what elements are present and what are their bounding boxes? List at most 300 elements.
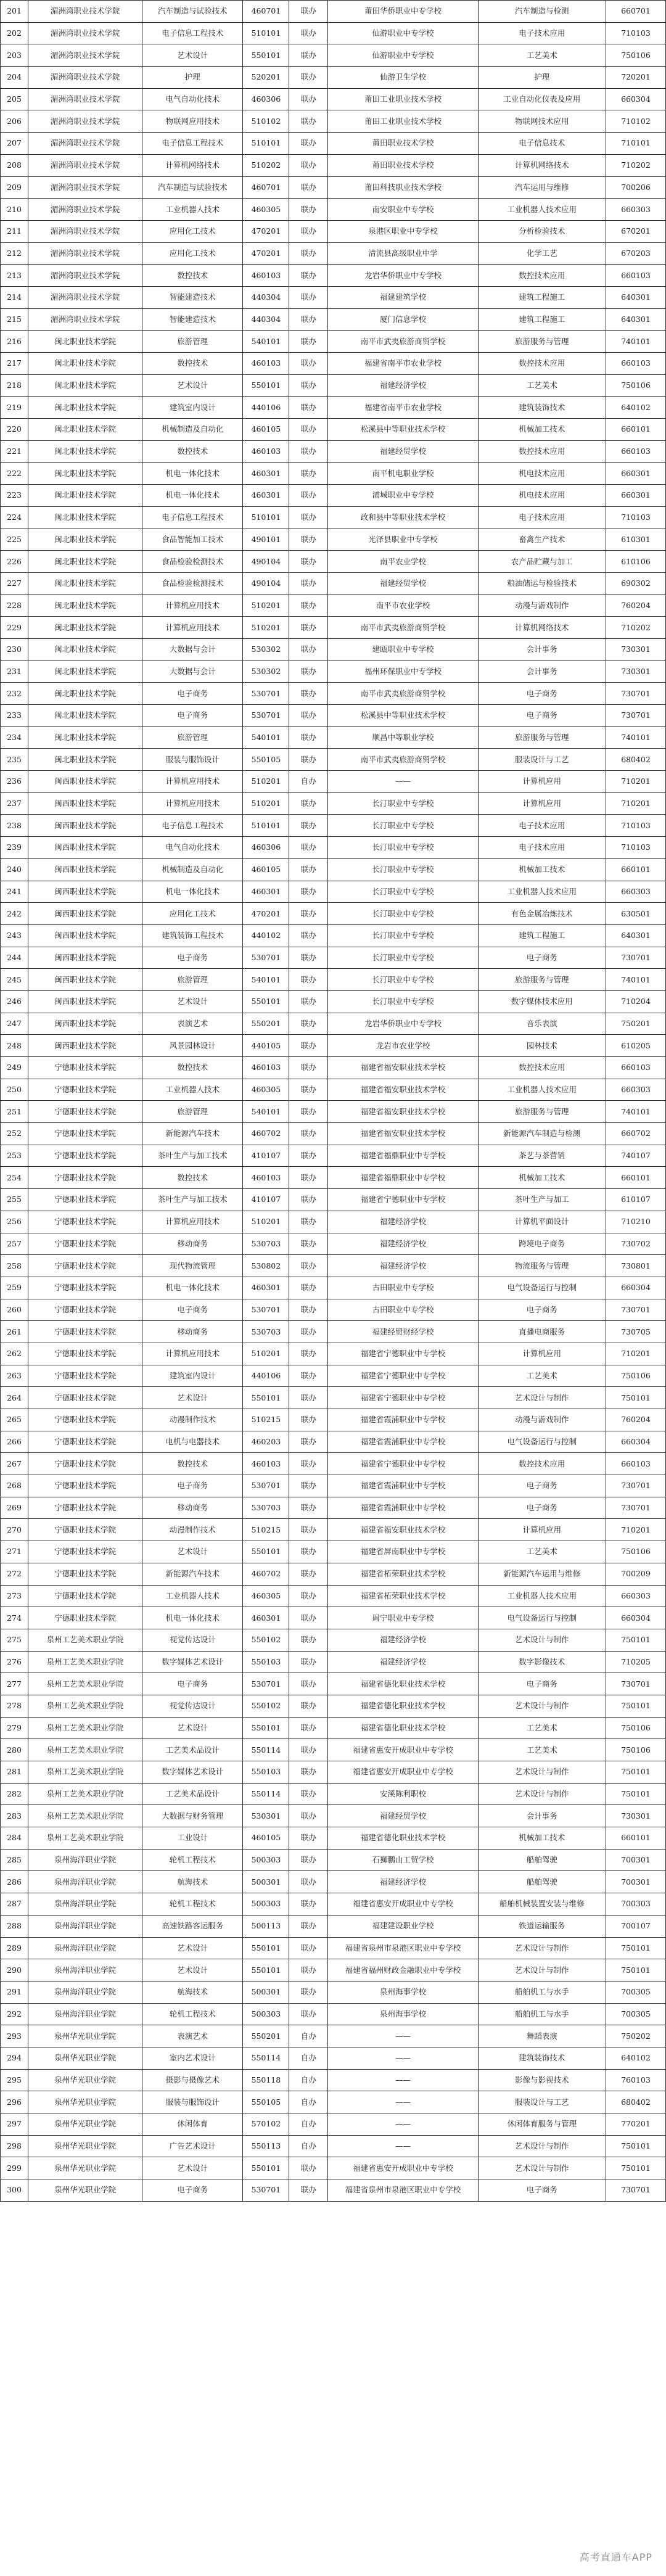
table-row (1, 2025, 666, 2047)
table-row (1, 1607, 666, 1629)
college-name-cell: 泉州华光职业学院 (28, 2157, 142, 2179)
table-row (1, 2157, 666, 2179)
mode-cell: 联办 (289, 110, 328, 133)
college-major-code-cell: 550118 (243, 2069, 289, 2091)
secondary-major-cell: 铁道运输服务 (478, 1915, 606, 1937)
college-major-cell: 汽车制造与试验技术 (142, 1, 243, 23)
college-name-cell: 泉州华光职业学院 (28, 2047, 142, 2069)
college-major-cell: 艺术设计 (142, 374, 243, 397)
secondary-major-cell: 跨境电子商务 (478, 1233, 606, 1255)
row-number-cell: 258 (1, 1255, 28, 1277)
partner-school-cell: 福建经济学校 (328, 1255, 478, 1277)
table-row (1, 265, 666, 287)
college-major-code-cell: 490104 (243, 572, 289, 595)
college-name-cell: 泉州工艺美术职业学院 (28, 1629, 142, 1651)
college-major-cell: 室内艺术设计 (142, 2047, 243, 2069)
table-row (1, 1937, 666, 1959)
mode-cell: 联办 (289, 176, 328, 199)
partner-school-cell: 泉州海事学校 (328, 2003, 478, 2025)
secondary-major-code-cell: 680402 (606, 2091, 665, 2113)
row-number-cell: 300 (1, 2179, 28, 2202)
college-major-code-cell: 460103 (243, 1453, 289, 1475)
table-row (1, 440, 666, 463)
college-major-code-cell: 500303 (243, 2003, 289, 2025)
college-major-cell: 艺术设计 (142, 1717, 243, 1739)
row-number-cell: 218 (1, 374, 28, 397)
table-row (1, 1453, 666, 1475)
college-major-cell: 视觉传达设计 (142, 1695, 243, 1717)
college-name-cell: 湄洲湾职业技术学院 (28, 220, 142, 242)
college-major-cell: 数字媒体艺术设计 (142, 1651, 243, 1673)
table-row (1, 1387, 666, 1409)
college-name-cell: 泉州工艺美术职业学院 (28, 1761, 142, 1784)
college-major-code-cell: 510215 (243, 1519, 289, 1541)
college-major-code-cell: 500301 (243, 1871, 289, 1893)
row-number-cell: 206 (1, 110, 28, 133)
row-number-cell: 299 (1, 2157, 28, 2179)
row-number-cell: 269 (1, 1497, 28, 1519)
row-number-cell: 260 (1, 1299, 28, 1321)
secondary-major-code-cell: 710103 (606, 837, 665, 859)
secondary-major-code-cell: 660303 (606, 881, 665, 903)
college-major-cell: 机电一体化技术 (142, 485, 243, 507)
college-name-cell: 闽北职业技术学院 (28, 397, 142, 419)
secondary-major-cell: 艺术设计与制作 (478, 1695, 606, 1717)
table-row (1, 1849, 666, 1871)
partner-school-cell: 福建经济学校 (328, 1651, 478, 1673)
partner-school-cell: 莆田工业职业技术学校 (328, 110, 478, 133)
secondary-major-cell: 船舶驾驶 (478, 1871, 606, 1893)
secondary-major-code-cell: 700206 (606, 176, 665, 199)
college-name-cell: 泉州海洋职业学院 (28, 1937, 142, 1959)
secondary-major-code-cell: 660303 (606, 199, 665, 221)
secondary-major-cell: 影像与影视技术 (478, 2069, 606, 2091)
mode-cell: 联办 (289, 506, 328, 529)
partner-school-cell: 古田职业中专学校 (328, 1299, 478, 1321)
secondary-major-cell: 机械加工技术 (478, 1827, 606, 1850)
secondary-major-cell: 有色金属冶炼技术 (478, 903, 606, 925)
college-major-cell: 建筑装饰工程技术 (142, 924, 243, 947)
table-row (1, 1431, 666, 1453)
row-number-cell: 227 (1, 572, 28, 595)
partner-school-cell: 仙游职业中专学校 (328, 22, 478, 44)
mode-cell: 联办 (289, 1321, 328, 1343)
secondary-major-cell: 机械加工技术 (478, 1167, 606, 1189)
college-name-cell: 泉州华光职业学院 (28, 2179, 142, 2202)
college-major-code-cell: 510101 (243, 815, 289, 837)
mode-cell: 联办 (289, 815, 328, 837)
partner-school-cell: 古田职业中专学校 (328, 1277, 478, 1299)
secondary-major-cell: 茶艺与茶营销 (478, 1145, 606, 1167)
college-major-cell: 工业机器人技术 (142, 199, 243, 221)
row-number-cell: 241 (1, 881, 28, 903)
row-number-cell: 273 (1, 1585, 28, 1607)
secondary-major-cell: 新能源汽车制造与检测 (478, 1123, 606, 1145)
secondary-major-cell: 音乐表演 (478, 1013, 606, 1035)
secondary-major-cell: 电子技术应用 (478, 837, 606, 859)
college-name-cell: 宁德职业技术学院 (28, 1321, 142, 1343)
secondary-major-cell: 机电技术应用 (478, 485, 606, 507)
college-name-cell: 宁德职业技术学院 (28, 1607, 142, 1629)
partner-school-cell: 长汀职业中专学校 (328, 837, 478, 859)
college-name-cell: 闽北职业技术学院 (28, 551, 142, 573)
secondary-major-cell: 旅游服务与管理 (478, 726, 606, 749)
table-row (1, 1871, 666, 1893)
partner-school-cell: 长汀职业中专学校 (328, 947, 478, 969)
secondary-major-code-cell: 730701 (606, 1475, 665, 1497)
row-number-cell: 204 (1, 67, 28, 89)
secondary-major-code-cell: 730705 (606, 1321, 665, 1343)
partner-school-cell: 福建省惠安开成职业中专学校 (328, 2157, 478, 2179)
table-row (1, 595, 666, 617)
college-name-cell: 闽北职业技术学院 (28, 485, 142, 507)
mode-cell: 联办 (289, 1123, 328, 1145)
partner-school-cell: 福建省福鼎职业中专学校 (328, 1167, 478, 1189)
mode-cell: 联办 (289, 1915, 328, 1937)
college-name-cell: 泉州海洋职业学院 (28, 2003, 142, 2025)
secondary-major-code-cell: 750201 (606, 1013, 665, 1035)
college-name-cell: 泉州工艺美术职业学院 (28, 1651, 142, 1673)
partner-school-cell: 福建省霞浦职业中专学校 (328, 1409, 478, 1431)
college-name-cell: 湄洲湾职业技术学院 (28, 308, 142, 331)
mode-cell: 联办 (289, 2179, 328, 2202)
table-row (1, 837, 666, 859)
partner-school-cell: 福建省南平市农业学校 (328, 353, 478, 375)
college-major-cell: 旅游管理 (142, 969, 243, 991)
college-major-code-cell: 460301 (243, 485, 289, 507)
mode-cell: 联办 (289, 199, 328, 221)
partner-school-cell: 福建经贸财经学校 (328, 1321, 478, 1343)
college-name-cell: 宁德职业技术学院 (28, 1387, 142, 1409)
secondary-major-cell: 电子商务 (478, 947, 606, 969)
secondary-major-cell: 物联网技术应用 (478, 110, 606, 133)
partner-school-cell: 南平市武夷旅游商贸学校 (328, 617, 478, 639)
college-name-cell: 宁德职业技术学院 (28, 1541, 142, 1563)
college-major-code-cell: 550114 (243, 2047, 289, 2069)
row-number-cell: 221 (1, 440, 28, 463)
college-major-code-cell: 440105 (243, 1035, 289, 1057)
row-number-cell: 220 (1, 419, 28, 441)
college-name-cell: 闽北职业技术学院 (28, 529, 142, 551)
college-major-code-cell: 440106 (243, 397, 289, 419)
row-number-cell: 252 (1, 1123, 28, 1145)
college-major-code-cell: 460301 (243, 463, 289, 485)
table-row (1, 881, 666, 903)
college-major-code-cell: 530701 (243, 947, 289, 969)
college-major-cell: 电子信息工程技术 (142, 133, 243, 155)
college-major-cell: 电气自动化技术 (142, 837, 243, 859)
secondary-major-code-cell: 660301 (606, 485, 665, 507)
secondary-major-code-cell: 750101 (606, 1783, 665, 1805)
mode-cell: 联办 (289, 1519, 328, 1541)
college-major-cell: 电子信息工程技术 (142, 22, 243, 44)
row-number-cell: 274 (1, 1607, 28, 1629)
table-row (1, 1167, 666, 1189)
row-number-cell: 217 (1, 353, 28, 375)
secondary-major-code-cell: 730701 (606, 1299, 665, 1321)
mode-cell: 联办 (289, 1849, 328, 1871)
secondary-major-code-cell: 700301 (606, 1871, 665, 1893)
college-major-code-cell: 460305 (243, 1079, 289, 1101)
row-number-cell: 209 (1, 176, 28, 199)
row-number-cell: 229 (1, 617, 28, 639)
college-major-code-cell: 530703 (243, 1497, 289, 1519)
secondary-major-cell: 建筑装饰技术 (478, 2047, 606, 2069)
college-name-cell: 闽北职业技术学院 (28, 419, 142, 441)
secondary-major-cell: 工业机器人技术应用 (478, 1079, 606, 1101)
row-number-cell: 278 (1, 1695, 28, 1717)
mode-cell: 联办 (289, 1827, 328, 1850)
college-major-code-cell: 550101 (243, 44, 289, 67)
college-major-code-cell: 460105 (243, 1827, 289, 1850)
college-major-cell: 大数据与会计 (142, 638, 243, 660)
secondary-major-cell: 数控技术应用 (478, 1453, 606, 1475)
mode-cell: 联办 (289, 1651, 328, 1673)
mode-cell: 联办 (289, 1013, 328, 1035)
secondary-major-cell: 工业自动化仪表及应用 (478, 88, 606, 110)
secondary-major-cell: 工艺美术 (478, 374, 606, 397)
secondary-major-cell: 计算机网络技术 (478, 154, 606, 176)
college-name-cell: 闽西职业技术学院 (28, 969, 142, 991)
row-number-cell: 248 (1, 1035, 28, 1057)
college-major-cell: 电子商务 (142, 1673, 243, 1695)
secondary-major-code-cell: 710103 (606, 506, 665, 529)
college-major-cell: 电子商务 (142, 705, 243, 727)
college-name-cell: 湄洲湾职业技术学院 (28, 176, 142, 199)
partner-school-cell: 福建经济学校 (328, 1871, 478, 1893)
college-name-cell: 闽西职业技术学院 (28, 1035, 142, 1057)
secondary-major-cell: 直播电商服务 (478, 1321, 606, 1343)
mode-cell: 联办 (289, 1365, 328, 1387)
partner-school-cell: 福建省宁德职业中专学校 (328, 1387, 478, 1409)
secondary-major-code-cell: 660103 (606, 353, 665, 375)
college-major-cell: 移动商务 (142, 1321, 243, 1343)
partner-school-cell: 南平农业学校 (328, 551, 478, 573)
college-name-cell: 泉州工艺美术职业学院 (28, 1783, 142, 1805)
table-row (1, 903, 666, 925)
college-major-cell: 机电一体化技术 (142, 881, 243, 903)
college-major-code-cell: 490104 (243, 551, 289, 573)
college-major-code-cell: 460203 (243, 1431, 289, 1453)
secondary-major-cell: 工业机器人技术应用 (478, 1585, 606, 1607)
secondary-major-code-cell: 670203 (606, 242, 665, 265)
secondary-major-cell: 电子商务 (478, 1673, 606, 1695)
college-major-cell: 数字媒体艺术设计 (142, 1761, 243, 1784)
secondary-major-cell: 电气设备运行与控制 (478, 1431, 606, 1453)
college-major-code-cell: 530701 (243, 2179, 289, 2202)
table-row (1, 308, 666, 331)
row-number-cell: 226 (1, 551, 28, 573)
table-row (1, 683, 666, 705)
secondary-major-cell: 动漫与游戏制作 (478, 1409, 606, 1431)
partner-school-cell: 泉州海事学校 (328, 1981, 478, 2003)
college-name-cell: 湄洲湾职业技术学院 (28, 44, 142, 67)
partner-school-cell: 仙游职业中专学校 (328, 44, 478, 67)
partner-school-cell: 建瓯职业中专学校 (328, 638, 478, 660)
secondary-major-cell: 计算机应用 (478, 1519, 606, 1541)
row-number-cell: 297 (1, 2113, 28, 2136)
table-row (1, 1739, 666, 1761)
partner-school-cell: 福建省惠安开成职业中专学校 (328, 1893, 478, 1916)
partner-school-cell: 龙岩华侨职业中专学校 (328, 265, 478, 287)
college-major-cell: 食品智能加工技术 (142, 529, 243, 551)
partner-school-cell: 福建省德化职业技术学校 (328, 1717, 478, 1739)
secondary-major-cell: 工业机器人技术应用 (478, 881, 606, 903)
row-number-cell: 261 (1, 1321, 28, 1343)
college-major-code-cell: 440304 (243, 308, 289, 331)
college-name-cell: 宁德职业技术学院 (28, 1233, 142, 1255)
secondary-major-code-cell: 660103 (606, 440, 665, 463)
mode-cell: 联办 (289, 705, 328, 727)
mode-cell: 自办 (289, 2135, 328, 2157)
mode-cell: 联办 (289, 331, 328, 353)
row-number-cell: 282 (1, 1783, 28, 1805)
college-name-cell: 闽西职业技术学院 (28, 771, 142, 793)
college-major-code-cell: 510102 (243, 110, 289, 133)
table-row (1, 1255, 666, 1277)
secondary-major-code-cell: 660304 (606, 1607, 665, 1629)
secondary-major-code-cell: 610107 (606, 1189, 665, 1211)
college-major-cell: 风景园林设计 (142, 1035, 243, 1057)
secondary-major-code-cell: 730701 (606, 1497, 665, 1519)
college-major-code-cell: 550101 (243, 374, 289, 397)
secondary-major-code-cell: 710101 (606, 133, 665, 155)
mode-cell: 联办 (289, 1189, 328, 1211)
college-major-cell: 建筑室内设计 (142, 1365, 243, 1387)
row-number-cell: 287 (1, 1893, 28, 1916)
college-major-code-cell: 550201 (243, 2025, 289, 2047)
table-row (1, 220, 666, 242)
college-name-cell: 泉州工艺美术职业学院 (28, 1805, 142, 1827)
secondary-major-cell: 电子商务 (478, 683, 606, 705)
partner-school-cell: 南平机电职业学校 (328, 463, 478, 485)
partner-school-cell: 福建省德化职业技术学校 (328, 1673, 478, 1695)
college-major-code-cell: 460103 (243, 1057, 289, 1079)
secondary-major-cell: 计算机应用 (478, 1343, 606, 1365)
row-number-cell: 250 (1, 1079, 28, 1101)
college-name-cell: 闽北职业技术学院 (28, 506, 142, 529)
row-number-cell: 293 (1, 2025, 28, 2047)
college-major-code-cell: 550101 (243, 1541, 289, 1563)
secondary-major-cell: 园林技术 (478, 1035, 606, 1057)
secondary-major-code-cell: 750101 (606, 2157, 665, 2179)
secondary-major-cell: 服装设计与工艺 (478, 749, 606, 771)
partner-school-cell: 福建省泉州市泉港区职业中专学校 (328, 2179, 478, 2202)
secondary-major-cell: 汽车运用与维修 (478, 176, 606, 199)
secondary-major-cell: 电子商务 (478, 1299, 606, 1321)
college-major-cell: 电子商务 (142, 1475, 243, 1497)
table-row (1, 397, 666, 419)
college-major-code-cell: 540101 (243, 331, 289, 353)
college-major-code-cell: 460306 (243, 88, 289, 110)
college-name-cell: 湄洲湾职业技术学院 (28, 88, 142, 110)
partner-school-cell: 顺昌中等职业学校 (328, 726, 478, 749)
secondary-major-cell: 电子技术应用 (478, 506, 606, 529)
table-row (1, 1585, 666, 1607)
partner-school-cell: —— (328, 2047, 478, 2069)
college-major-cell: 机械制造及自动化 (142, 419, 243, 441)
college-major-cell: 移动商务 (142, 1497, 243, 1519)
secondary-major-cell: 艺术设计与制作 (478, 1783, 606, 1805)
table-row (1, 572, 666, 595)
partner-school-cell: 福建经贸学校 (328, 440, 478, 463)
college-major-cell: 计算机应用技术 (142, 771, 243, 793)
secondary-major-code-cell: 700305 (606, 1981, 665, 2003)
table-row (1, 990, 666, 1013)
partner-school-cell: 龙岩华侨职业中专学校 (328, 1013, 478, 1035)
college-major-cell: 应用化工技术 (142, 220, 243, 242)
college-major-code-cell: 510201 (243, 595, 289, 617)
college-major-code-cell: 410107 (243, 1189, 289, 1211)
college-major-code-cell: 460103 (243, 265, 289, 287)
mode-cell: 联办 (289, 1871, 328, 1893)
secondary-major-code-cell: 710103 (606, 815, 665, 837)
mode-cell: 联办 (289, 1057, 328, 1079)
college-name-cell: 泉州工艺美术职业学院 (28, 1739, 142, 1761)
secondary-major-code-cell: 660101 (606, 419, 665, 441)
college-major-code-cell: 500113 (243, 1915, 289, 1937)
row-number-cell: 279 (1, 1717, 28, 1739)
table-row (1, 1013, 666, 1035)
partner-school-cell: 莆田职业技术学校 (328, 133, 478, 155)
college-major-code-cell: 550105 (243, 749, 289, 771)
table-row (1, 1629, 666, 1651)
mode-cell: 自办 (289, 2025, 328, 2047)
row-number-cell: 201 (1, 1, 28, 23)
college-major-code-cell: 460301 (243, 1607, 289, 1629)
row-number-cell: 270 (1, 1519, 28, 1541)
college-major-code-cell: 460103 (243, 440, 289, 463)
row-number-cell: 264 (1, 1387, 28, 1409)
secondary-major-code-cell: 710202 (606, 617, 665, 639)
row-number-cell: 285 (1, 1849, 28, 1871)
table-row (1, 529, 666, 551)
college-major-code-cell: 460305 (243, 1585, 289, 1607)
college-name-cell: 闽北职业技术学院 (28, 331, 142, 353)
secondary-major-code-cell: 750106 (606, 1365, 665, 1387)
secondary-major-cell: 分析检验技术 (478, 220, 606, 242)
college-major-cell: 机电一体化技术 (142, 463, 243, 485)
college-major-code-cell: 460702 (243, 1123, 289, 1145)
table-row (1, 133, 666, 155)
secondary-major-cell: 电子技术应用 (478, 815, 606, 837)
table-row (1, 1475, 666, 1497)
row-number-cell: 234 (1, 726, 28, 749)
mode-cell: 联办 (289, 1805, 328, 1827)
college-name-cell: 泉州华光职业学院 (28, 2091, 142, 2113)
table-row (1, 1915, 666, 1937)
table-row (1, 1035, 666, 1057)
college-name-cell: 闽西职业技术学院 (28, 792, 142, 815)
partner-school-cell: 福建省德化职业技术学校 (328, 1695, 478, 1717)
table-row (1, 638, 666, 660)
table-row (1, 110, 666, 133)
partner-school-cell: 福建省福安职业技术学校 (328, 1519, 478, 1541)
table-row (1, 1519, 666, 1541)
mode-cell: 联办 (289, 551, 328, 573)
mode-cell: 联办 (289, 220, 328, 242)
partner-school-cell: 南平市武夷旅游商贸学校 (328, 749, 478, 771)
secondary-major-cell: 建筑装饰技术 (478, 397, 606, 419)
college-major-cell: 电机与电器技术 (142, 1431, 243, 1453)
secondary-major-cell: 数字媒体技术应用 (478, 990, 606, 1013)
partner-school-cell: 南平市武夷旅游商贸学校 (328, 331, 478, 353)
secondary-major-code-cell: 640301 (606, 308, 665, 331)
mode-cell: 联办 (289, 88, 328, 110)
table-row (1, 176, 666, 199)
secondary-major-code-cell: 660103 (606, 265, 665, 287)
table-row (1, 242, 666, 265)
